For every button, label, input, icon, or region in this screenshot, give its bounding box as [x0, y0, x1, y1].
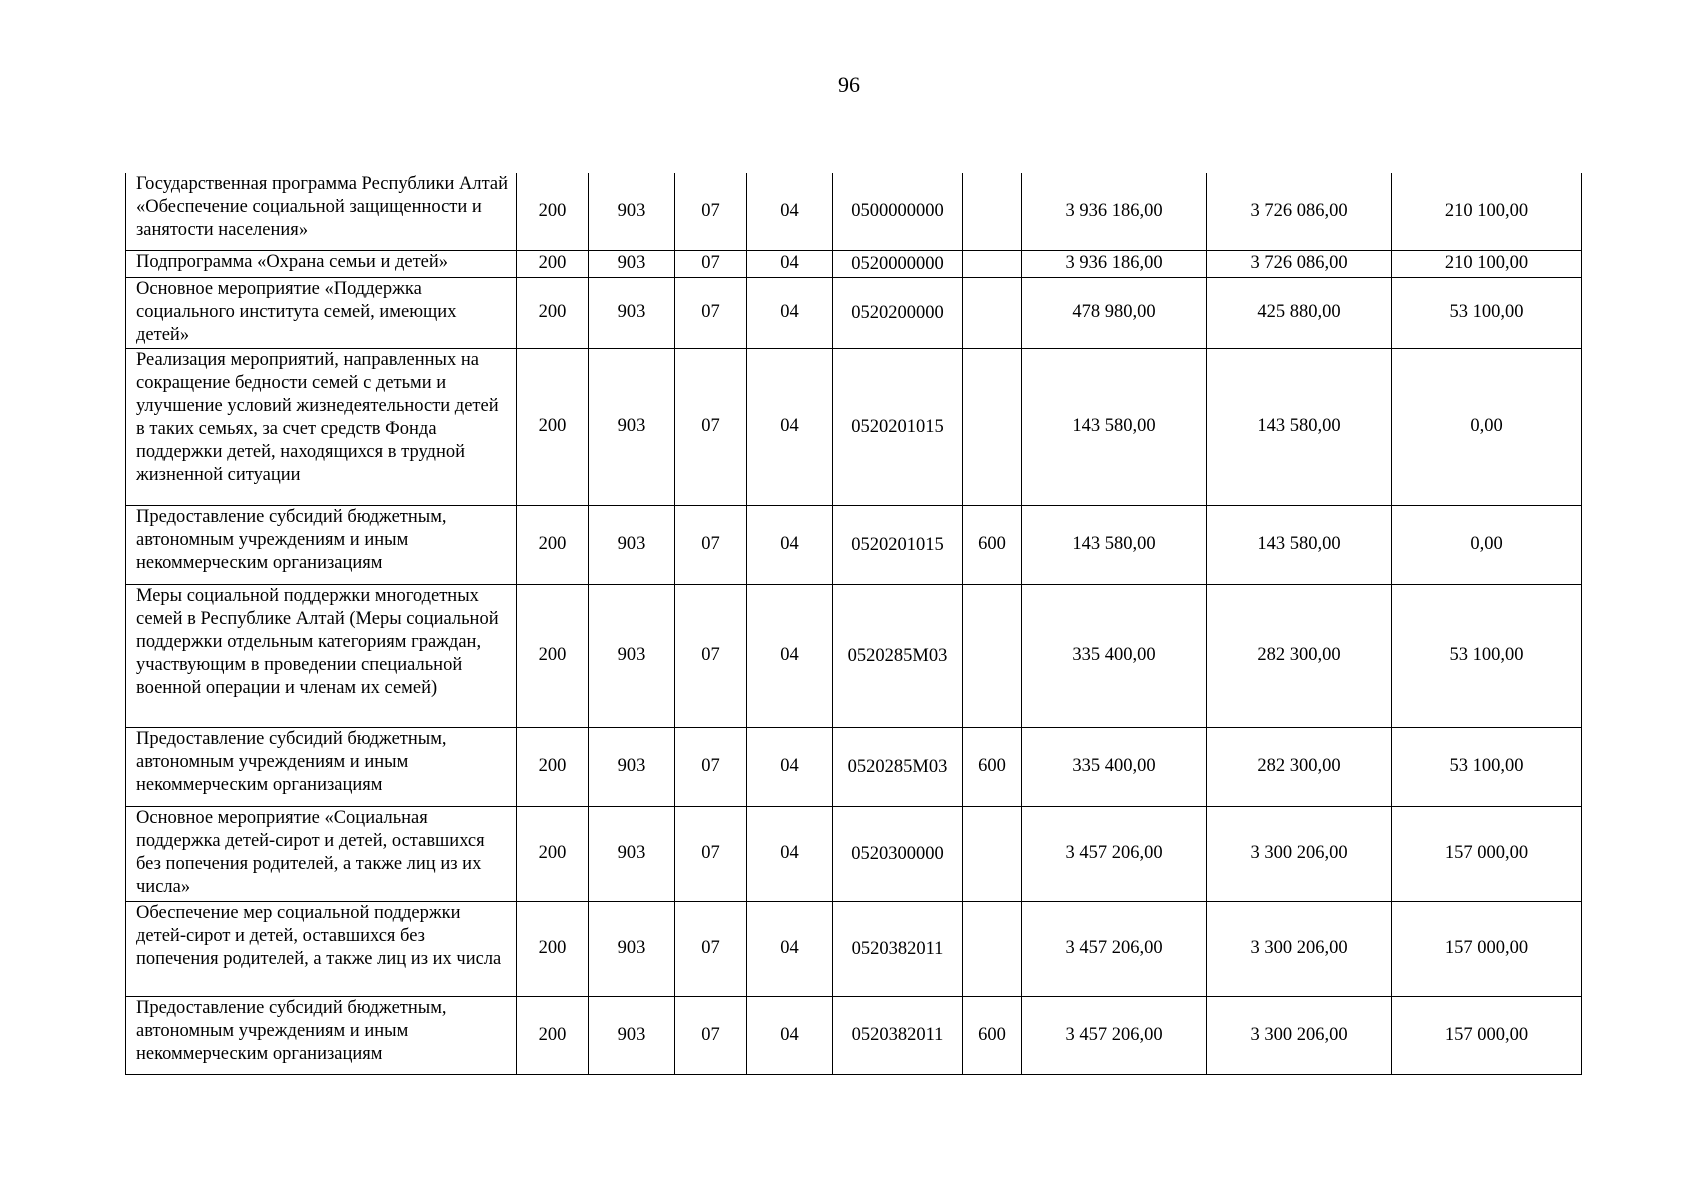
table-row [126, 505, 1582, 584]
target-article-cell: 0500000000 [833, 173, 963, 250]
code-cell: 903 [589, 727, 675, 806]
target-article-cell: 0520000000 [833, 250, 963, 277]
target-article-cell: 0520201015 [833, 348, 963, 505]
code-cell: 903 [589, 996, 675, 1074]
amount-total-cell: 3 457 206,00 [1022, 996, 1207, 1074]
amount-total-cell: 335 400,00 [1022, 727, 1207, 806]
target-article-cell: 0520382011 [833, 996, 963, 1074]
table-row [126, 277, 1582, 348]
section-cell: 07 [675, 901, 747, 996]
table-row [126, 806, 1582, 901]
row-name-cell: Обеспечение мер социальной поддержки детей-сирот и детей, оставшихся без попечения родителей, а также лиц из их числа [126, 901, 517, 996]
amount-cell: 157 000,00 [1392, 806, 1582, 901]
table-row [126, 727, 1582, 806]
amount-total-cell: 3 936 186,00 [1022, 173, 1207, 250]
code-cell: 200 [517, 584, 589, 727]
expense-type-cell [963, 173, 1022, 250]
expense-type-cell [963, 901, 1022, 996]
budget-table [125, 173, 1582, 1075]
row-name-cell: Государственная программа Республики Алтай «Обеспечение социальной защищенности и занятости населения» [126, 173, 517, 250]
row-name-cell: Меры социальной поддержки многодетных семей в Республике Алтай (Меры социальной поддержки отдельным категориям граждан, участвующим в проведении специальной военной операции и членам их семей) [126, 584, 517, 727]
row-name-cell: Предоставление субсидий бюджетным, автономным учреждениям и иным некоммерческим организациям [126, 505, 517, 584]
section-cell: 07 [675, 348, 747, 505]
amount-cell: 157 000,00 [1392, 996, 1582, 1074]
expense-type-cell [963, 806, 1022, 901]
expense-type-cell: 600 [963, 505, 1022, 584]
amount-cell: 210 100,00 [1392, 173, 1582, 250]
row-name-cell: Предоставление субсидий бюджетным, автономным учреждениям и иным некоммерческим организациям [126, 727, 517, 806]
subsection-cell: 04 [747, 173, 833, 250]
section-cell: 07 [675, 277, 747, 348]
row-name-cell: Подпрограмма «Охрана семьи и детей» [126, 250, 517, 277]
amount-cell: 3 300 206,00 [1207, 996, 1392, 1074]
code-cell: 200 [517, 173, 589, 250]
code-cell: 200 [517, 806, 589, 901]
expense-type-cell: 600 [963, 727, 1022, 806]
expense-type-cell [963, 250, 1022, 277]
amount-cell: 282 300,00 [1207, 727, 1392, 806]
table-row [126, 348, 1582, 505]
amount-total-cell: 3 457 206,00 [1022, 901, 1207, 996]
amount-cell: 0,00 [1392, 348, 1582, 505]
section-cell: 07 [675, 505, 747, 584]
code-cell: 903 [589, 505, 675, 584]
expense-type-cell [963, 277, 1022, 348]
amount-cell: 0,00 [1392, 505, 1582, 584]
amount-cell: 3 300 206,00 [1207, 901, 1392, 996]
expense-type-cell: 600 [963, 996, 1022, 1074]
expense-type-cell [963, 584, 1022, 727]
amount-cell: 143 580,00 [1207, 348, 1392, 505]
amount-cell: 3 300 206,00 [1207, 806, 1392, 901]
code-cell: 200 [517, 901, 589, 996]
amount-cell: 425 880,00 [1207, 277, 1392, 348]
amount-total-cell: 3 936 186,00 [1022, 250, 1207, 277]
table-row [126, 901, 1582, 996]
code-cell: 200 [517, 277, 589, 348]
row-name-cell: Основное мероприятие «Поддержка социального института семей, имеющих детей» [126, 277, 517, 348]
amount-cell: 282 300,00 [1207, 584, 1392, 727]
amount-total-cell: 143 580,00 [1022, 505, 1207, 584]
amount-cell: 53 100,00 [1392, 277, 1582, 348]
subsection-cell: 04 [747, 727, 833, 806]
target-article-cell: 0520285М03 [833, 584, 963, 727]
section-cell: 07 [675, 250, 747, 277]
amount-total-cell: 335 400,00 [1022, 584, 1207, 727]
subsection-cell: 04 [747, 584, 833, 727]
subsection-cell: 04 [747, 806, 833, 901]
target-article-cell: 0520285М03 [833, 727, 963, 806]
section-cell: 07 [675, 806, 747, 901]
amount-total-cell: 143 580,00 [1022, 348, 1207, 505]
section-cell: 07 [675, 727, 747, 806]
row-name-cell: Реализация мероприятий, направленных на сокращение бедности семей с детьми и улучшение условий жизнедеятельности детей в таких семьях, за счет средств Фонда поддержки детей, находящихся в трудной жизненной ситуации [126, 348, 517, 505]
code-cell: 903 [589, 584, 675, 727]
target-article-cell: 0520201015 [833, 505, 963, 584]
subsection-cell: 04 [747, 277, 833, 348]
subsection-cell: 04 [747, 505, 833, 584]
code-cell: 200 [517, 348, 589, 505]
amount-cell: 53 100,00 [1392, 727, 1582, 806]
code-cell: 903 [589, 250, 675, 277]
code-cell: 903 [589, 348, 675, 505]
subsection-cell: 04 [747, 901, 833, 996]
target-article-cell: 0520200000 [833, 277, 963, 348]
amount-cell: 210 100,00 [1392, 250, 1582, 277]
amount-total-cell: 478 980,00 [1022, 277, 1207, 348]
amount-cell: 3 726 086,00 [1207, 173, 1392, 250]
code-cell: 200 [517, 996, 589, 1074]
code-cell: 903 [589, 277, 675, 348]
table-row [126, 173, 1582, 250]
code-cell: 903 [589, 173, 675, 250]
amount-cell: 53 100,00 [1392, 584, 1582, 727]
row-name-cell: Предоставление субсидий бюджетным, автономным учреждениям и иным некоммерческим организациям [126, 996, 517, 1074]
code-cell: 200 [517, 250, 589, 277]
table-row [126, 584, 1582, 727]
row-name-cell: Основное мероприятие «Социальная поддержка детей-сирот и детей, оставшихся без попечения родителей, а также лиц из их числа» [126, 806, 517, 901]
amount-total-cell: 3 457 206,00 [1022, 806, 1207, 901]
code-cell: 903 [589, 806, 675, 901]
section-cell: 07 [675, 996, 747, 1074]
target-article-cell: 0520382011 [833, 901, 963, 996]
table-row [126, 250, 1582, 277]
table-row [126, 996, 1582, 1074]
expense-type-cell [963, 348, 1022, 505]
code-cell: 903 [589, 901, 675, 996]
subsection-cell: 04 [747, 250, 833, 277]
section-cell: 07 [675, 173, 747, 250]
subsection-cell: 04 [747, 348, 833, 505]
amount-cell: 157 000,00 [1392, 901, 1582, 996]
subsection-cell: 04 [747, 996, 833, 1074]
amount-cell: 143 580,00 [1207, 505, 1392, 584]
page-number: 96 [838, 72, 860, 97]
code-cell: 200 [517, 727, 589, 806]
amount-cell: 3 726 086,00 [1207, 250, 1392, 277]
code-cell: 200 [517, 505, 589, 584]
target-article-cell: 0520300000 [833, 806, 963, 901]
section-cell: 07 [675, 584, 747, 727]
